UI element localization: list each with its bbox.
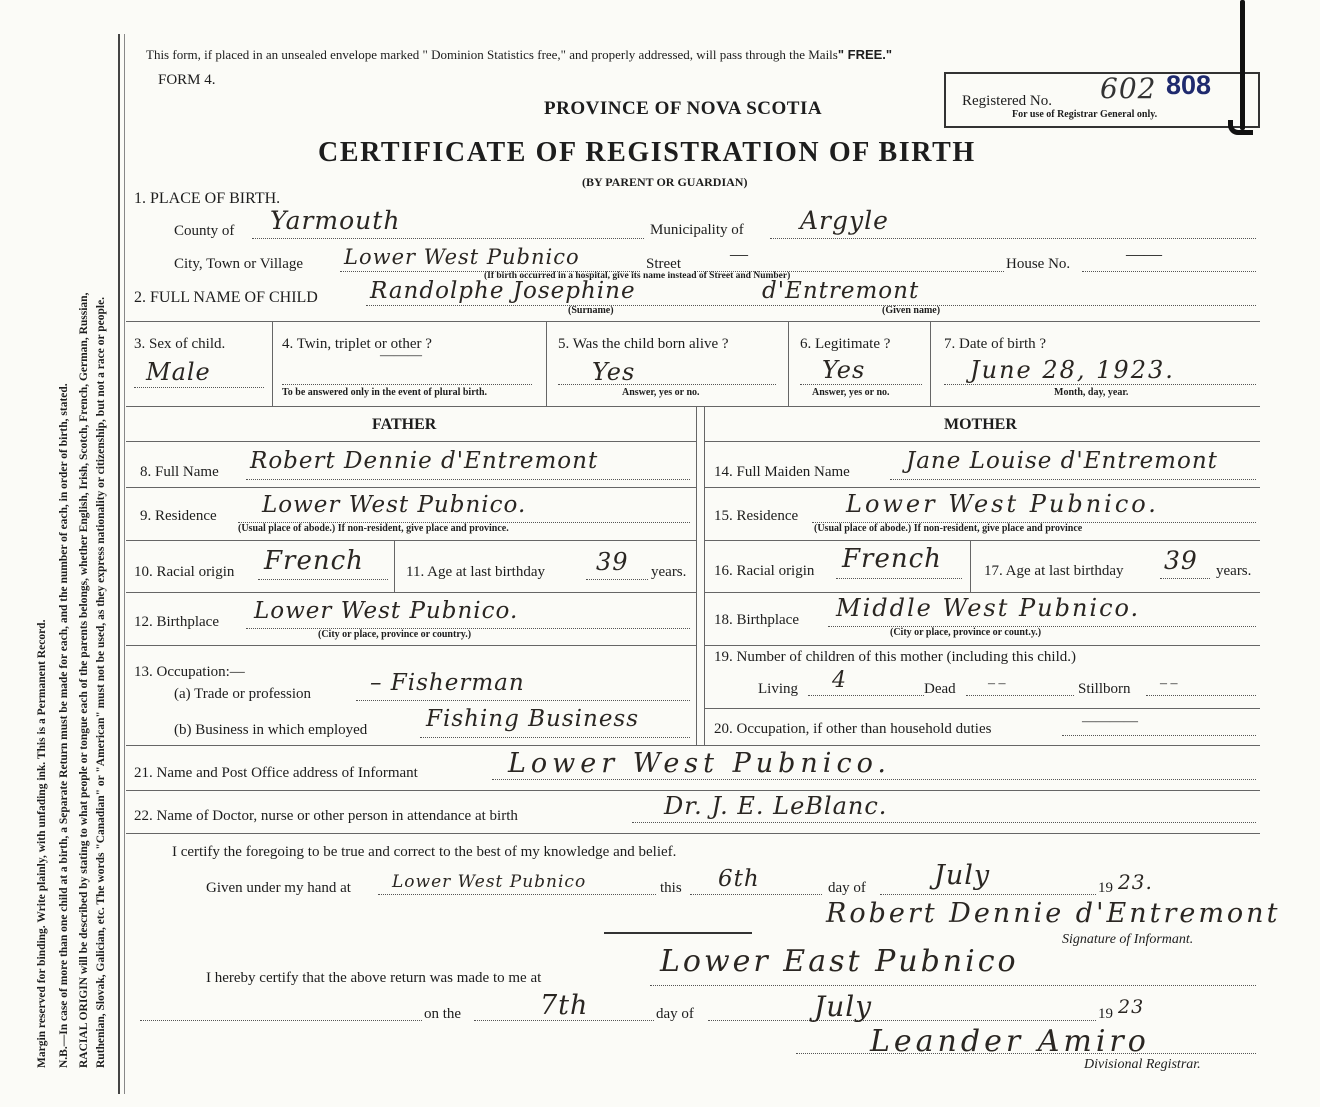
mother-racial-line <box>836 578 962 579</box>
doctor-value: Dr. J. E. LeBlanc. <box>664 792 888 820</box>
child-surname-value: d'Entremont <box>762 278 920 304</box>
father-racial-label: 10. Racial origin <box>134 564 235 580</box>
dead-label: Dead <box>924 681 956 697</box>
province-heading: PROVINCE OF NOVA SCOTIA <box>544 98 823 119</box>
mother-occupation-line <box>1062 735 1256 736</box>
mother-occupation-value: ———— <box>1082 714 1138 729</box>
alive-note: Answer, yes or no. <box>622 387 700 398</box>
living-label: Living <box>758 681 798 697</box>
rule-col-divider-a <box>696 407 697 745</box>
legitimate-note: Answer, yes or no. <box>812 387 890 398</box>
father-age-label: 11. Age at last birthday <box>406 564 545 580</box>
binding-margin-line-inner <box>124 34 125 1094</box>
father-birthplace-value: Lower West Pubnico. <box>254 598 519 624</box>
registrar-signature-label: Divisional Registrar. <box>1084 1057 1201 1072</box>
informant-line <box>492 779 1256 780</box>
father-business-value: Fishing Business <box>426 706 640 732</box>
form-number: FORM 4. <box>158 72 216 88</box>
mother-age-unit: years. <box>1216 563 1252 579</box>
dob-value: June 28, 1923. <box>970 356 1175 384</box>
rule-m3 <box>704 592 1260 593</box>
ink-mark-hook <box>1228 120 1253 135</box>
rule-f1 <box>126 487 696 488</box>
rule-col-divider-b <box>704 407 705 745</box>
sex-value: Male <box>146 358 211 386</box>
registrar-year-value: 23 <box>1118 996 1145 1018</box>
father-residence-label: 9. Residence <box>140 508 217 524</box>
rule-mother-top <box>704 441 1260 442</box>
informant-label: 21. Name and Post Office address of Informant <box>134 765 418 781</box>
father-name-value: Robert Dennie d'Entremont <box>250 448 599 474</box>
child-name-label: 2. FULL NAME OF CHILD <box>134 289 318 306</box>
father-racial-line <box>258 579 388 580</box>
twin-value: ——— <box>380 348 422 363</box>
living-line <box>808 695 924 696</box>
rule-f2 <box>126 540 696 541</box>
father-trade-value: – Fisherman <box>370 670 525 696</box>
registrar-place-value: Lower East Pubnico <box>660 944 1019 979</box>
house-label: House No. <box>1006 256 1071 272</box>
municipality-value: Argyle <box>800 206 889 235</box>
registrar-day-value: 7th <box>540 990 589 1021</box>
mother-name-value: Jane Louise d'Entremont <box>906 448 1218 474</box>
mother-children-label: 19. Number of children of this mother (including this child.) <box>714 649 1077 665</box>
legitimate-value: Yes <box>822 356 866 384</box>
twin-line <box>282 384 532 385</box>
rule-row-21-top <box>126 745 1260 746</box>
mail-notice <box>146 47 892 63</box>
alive-value: Yes <box>592 358 636 386</box>
rule-twin-alive <box>546 322 547 406</box>
registrar-general-note: For use of Registrar General only. <box>1012 109 1158 120</box>
mother-heading: MOTHER <box>944 416 1017 433</box>
signature-rule <box>604 932 752 934</box>
father-birthplace-label: 12. Birthplace <box>134 614 219 630</box>
stillborn-line <box>1146 695 1256 696</box>
given-month-value: July <box>934 860 991 891</box>
house-line <box>1082 271 1256 272</box>
given-dayof-label: day of <box>828 880 866 896</box>
dob-note: Month, day, year. <box>1054 387 1129 398</box>
father-birthplace-note: (City or place, province or country.) <box>318 629 472 640</box>
rule-m2 <box>704 540 1260 541</box>
certify-statement: I certify the foregoing to be true and correct to the best of my knowledge and belief. <box>172 844 677 860</box>
ink-mark <box>1240 0 1245 130</box>
mother-name-line <box>890 479 1256 480</box>
margin-note-binding: Margin reserved for binding. Write plainly, with unfading ink. This is a Permanent Record. <box>36 619 48 1068</box>
rule-legit-dob <box>930 322 931 406</box>
margin-note-multiple-births: N.B.—In case of more than one child at a birth, a Separate Return must be made for each, and the number of each, in order of birth, stated. <box>58 383 70 1068</box>
registrar-signature-line <box>796 1053 1256 1054</box>
registrar-month-value: July <box>814 990 873 1023</box>
registrar-statement: I hereby certify that the above return was made to me at <box>206 970 542 986</box>
margin-note-racial-origin-2: Ruthenian, Slovak, Galician, etc. The words "Canadian" or "American" must not be used, as they express nationality or citizenship, but not a race or people. <box>95 296 107 1068</box>
mother-age-value: 39 <box>1164 546 1198 575</box>
rule-row-22-bottom <box>126 833 1260 834</box>
rule-f-racial-age <box>394 541 395 592</box>
legitimate-line <box>800 384 922 385</box>
given-year-value: 23. <box>1118 870 1153 894</box>
rule-row-3-top <box>126 321 1260 322</box>
dead-value: – – <box>988 676 1006 691</box>
registrar-on-label: on the <box>424 1006 462 1022</box>
mail-free: " FREE." <box>837 47 893 62</box>
doctor-line <box>632 822 1256 823</box>
given-name-note: (Given name) <box>882 305 941 316</box>
dob-label: 7. Date of birth ? <box>944 336 1047 352</box>
mother-birthplace-value: Middle West Pubnico. <box>836 594 1141 622</box>
rule-row-3-bottom <box>126 406 1260 407</box>
given-year-prefix: 19 <box>1098 880 1113 896</box>
hospital-note: (If birth occurred in a hospital, give its name instead of Street and Number) <box>484 271 791 281</box>
registered-label: Registered No. <box>962 93 1052 109</box>
father-residence-value: Lower West Pubnico. <box>262 492 527 518</box>
registrar-signature: Leander Amiro <box>870 1024 1150 1059</box>
mail-notice-text: This form, if placed in an unsealed envelope marked " Dominion Statistics free," and properly addressed, will pass through the Mails <box>146 47 838 62</box>
street-value: — <box>730 244 748 264</box>
place-of-birth-heading: 1. PLACE OF BIRTH. <box>134 190 281 207</box>
rule-m1 <box>704 487 1260 488</box>
rule-sex-twin <box>272 322 273 406</box>
given-under-hand-label: Given under my hand at <box>206 880 351 896</box>
this-label: this <box>660 880 682 896</box>
mother-birthplace-note: (City or place, province or count.y.) <box>890 627 1042 638</box>
county-value: Yarmouth <box>270 206 401 235</box>
dob-line <box>944 384 1256 385</box>
given-day-value: 6th <box>718 866 760 892</box>
rule-m-racial-age <box>970 541 971 592</box>
certificate-title: CERTIFICATE OF REGISTRATION OF BIRTH <box>318 137 976 168</box>
mother-birthplace-label: 18. Birthplace <box>714 612 799 628</box>
legitimate-label: 6. Legitimate ? <box>800 336 891 352</box>
dead-line <box>966 695 1074 696</box>
father-trade-label: (a) Trade or profession <box>174 686 312 702</box>
informant-value: Lower West Pubnico. <box>508 748 891 779</box>
father-name-label: 8. Full Name <box>140 464 219 480</box>
registrar-dayof-label: day of <box>656 1006 694 1022</box>
registered-number-stamp: 808 <box>1166 70 1212 100</box>
sex-label: 3. Sex of child. <box>134 336 226 352</box>
mother-residence-label: 15. Residence <box>714 508 799 524</box>
sex-line <box>134 387 264 388</box>
given-month-line <box>880 894 1096 895</box>
registrar-month-line <box>708 1020 1096 1021</box>
binding-margin-line <box>118 34 120 1094</box>
rule-father-top <box>126 441 696 442</box>
mother-name-label: 14. Full Maiden Name <box>714 464 850 480</box>
alive-line <box>558 384 776 385</box>
informant-signature: Robert Dennie d'Entremont <box>826 898 1281 929</box>
municipality-line <box>770 238 1256 239</box>
given-place-value: Lower West Pubnico <box>392 872 587 892</box>
twin-label: 4. Twin, triplet or other ? <box>282 336 432 352</box>
mother-residence-value: Lower West Pubnico. <box>846 490 1159 518</box>
city-label: City, Town or Village <box>174 256 304 272</box>
father-age-unit: years. <box>651 564 687 580</box>
mother-age-label: 17. Age at last birthday <box>984 563 1124 579</box>
doctor-label: 22. Name of Doctor, nurse or other person in attendance at birth <box>134 808 518 824</box>
margin-note-racial-origin-1: RACIAL ORIGIN will be described by stating to what people or tongue each of the parents belongs, whether English, Irish, Scotch, French, German, Russian, <box>78 292 90 1068</box>
surname-note: (Surname) <box>568 305 614 316</box>
rule-f3 <box>126 592 696 593</box>
county-label: County of <box>174 223 235 239</box>
registered-number-handwritten: 602 <box>1100 72 1157 105</box>
father-age-line <box>586 579 648 580</box>
rule-row-22-top <box>126 790 1260 791</box>
twin-note: To be answered only in the event of plural birth. <box>282 387 488 398</box>
father-heading: FATHER <box>372 416 437 433</box>
father-business-label: (b) Business in which employed <box>174 722 368 738</box>
father-age-value: 39 <box>596 548 629 576</box>
father-business-line <box>420 737 690 738</box>
rule-m4 <box>704 645 1260 646</box>
given-place-line <box>378 894 656 895</box>
mother-age-line <box>1160 578 1210 579</box>
stillborn-value: – – <box>1160 676 1178 691</box>
child-name-line <box>366 305 1256 306</box>
mother-occupation-label: 20. Occupation, if other than household duties <box>714 721 992 737</box>
stillborn-label: Stillborn <box>1078 681 1131 697</box>
rule-f4 <box>126 645 696 646</box>
child-given-name-value: Randolphe Josephine <box>370 278 636 304</box>
alive-label: 5. Was the child born alive ? <box>558 336 729 352</box>
father-occupation-label: 13. Occupation:— <box>134 664 245 680</box>
mother-racial-value: French <box>842 544 942 574</box>
mother-residence-note: (Usual place of abode.) If non-resident, give place and province <box>814 523 1083 534</box>
father-trade-line <box>356 700 690 701</box>
mother-racial-label: 16. Racial origin <box>714 563 815 579</box>
house-value: —— <box>1126 244 1162 264</box>
certificate-subtitle: (BY PARENT OR GUARDIAN) <box>582 175 748 189</box>
street-label: Street <box>646 256 681 272</box>
registrar-leading-line <box>140 1020 422 1021</box>
registrar-year-prefix: 19 <box>1098 1006 1113 1022</box>
rule-alive-legit <box>788 322 789 406</box>
rule-m5 <box>704 708 1260 709</box>
given-day-line <box>690 894 822 895</box>
registrar-place-line <box>650 985 1256 986</box>
municipality-label: Municipality of <box>650 222 744 238</box>
living-value: 4 <box>832 668 847 693</box>
county-line <box>252 238 644 239</box>
father-residence-note: (Usual place of abode.) If non-resident, give place and province. <box>238 523 509 534</box>
informant-signature-label: Signature of Informant. <box>1062 932 1194 947</box>
father-name-line <box>246 479 690 480</box>
father-racial-value: French <box>264 546 364 576</box>
city-value: Lower West Pubnico <box>344 245 580 269</box>
